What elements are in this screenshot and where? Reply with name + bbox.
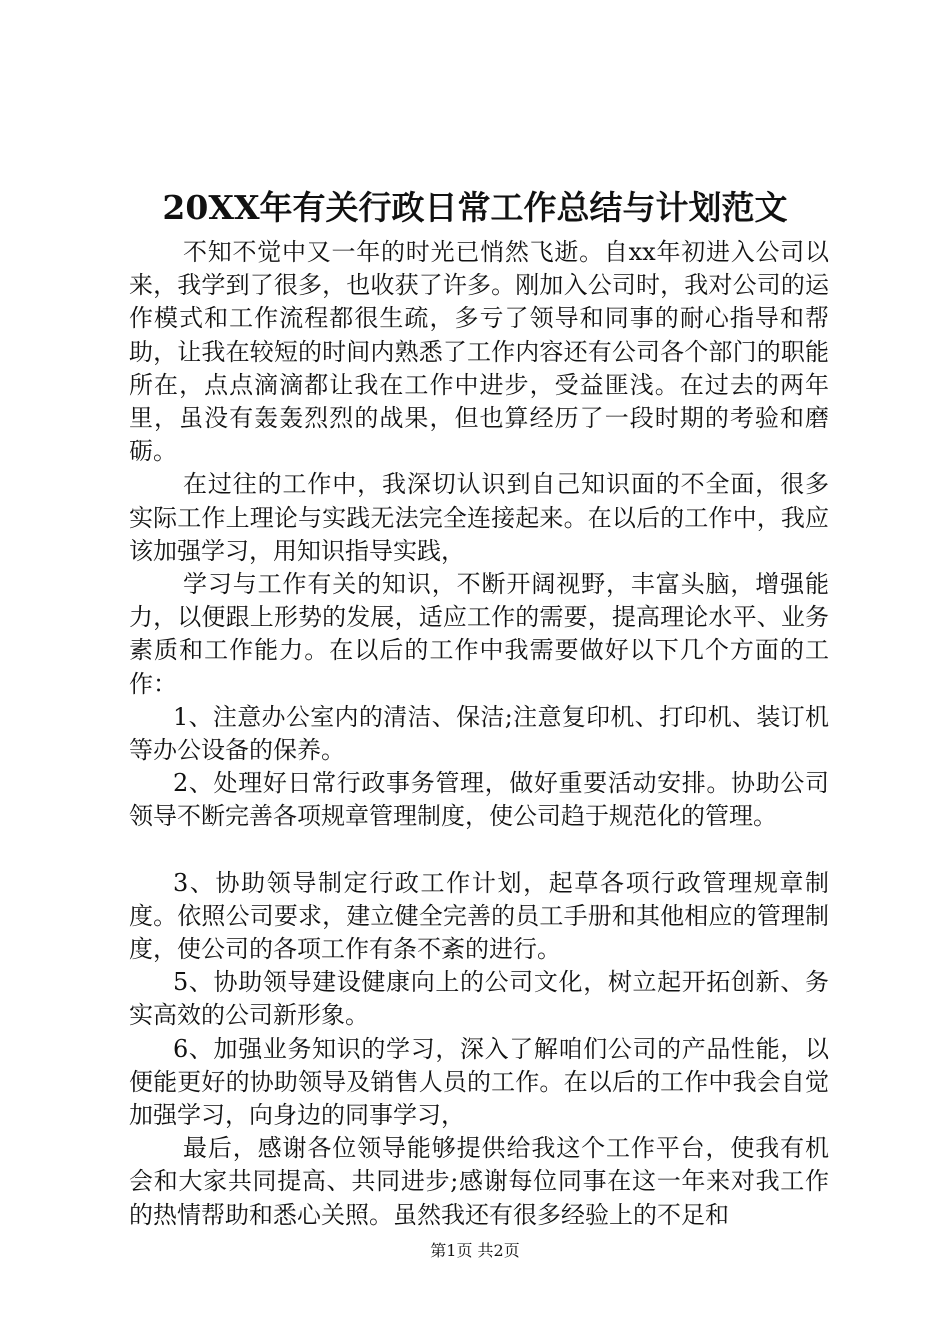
paragraph-spacer [129,834,829,867]
paragraph-item-5: 5、协助领导建设健康向上的公司文化，树立起开拓创新、务实高效的公司新形象。 [129,968,829,1030]
paragraph-item-1: 1、注意办公室内的清洁、保洁;注意复印机、打印机、装订机等办公设备的保养。 [129,702,829,765]
document-title: 20XX年有关行政日常工作总结与计划范文 [162,188,788,227]
paragraph-reflection: 在过往的工作中，我深切认识到自己知识面的不全面，很多实际工作上理论与实践无法完全连接起来。在以后的工作中，我应该加强学习，用知识指导实践， [129,470,829,565]
document-body [129,236,829,1232]
paragraph-item-6: 6、加强业务知识的学习，深入了解咱们公司的产品性能，以便能更好的协助领导及销售人员的工作。在以后的工作中我会自觉加强学习，向身边的同事学习， [129,1034,829,1130]
paragraph-item-3: 3、协助领导制定行政工作计划，起草各项行政管理规章制度。依照公司要求，建立健全完善的员工手册和其他相应的管理制度，使公司的各项工作有条不紊的进行。 [129,868,829,964]
paragraph-closing: 最后，感谢各位领导能够提供给我这个工作平台，使我有机会和大家共同提高、共同进步;感谢每位同事在这一年来对我工作的热情帮助和悉心关照。虽然我还有很多经验上的不足和 [129,1134,829,1229]
page-footer: 第1页 共2页 [430,1241,520,1260]
paragraph-intro: 不知不觉中又一年的时光已悄然飞逝。自xx年初进入公司以来，我学到了很多，也收获了许多。刚加入公司时，我对公司的运作模式和工作流程都很生疏，多亏了领导和同事的耐心指导和帮助，让我在较短的时间内熟悉了工作内容还有公司各个部门的职能所在，点点滴滴都让我在工作中进步，受益匪浅。在过去的两年里，虽没有轰轰烈烈的战果，但也算经历了一段时期的考验和磨砺。 [129,238,829,466]
paragraph-item-2: 2、处理好日常行政事务管理，做好重要活动安排。协助公司领导不断完善各项规章管理制度，使公司趋于规范化的管理。 [129,769,829,831]
paragraph-study: 学习与工作有关的知识，不断开阔视野，丰富头脑，增强能力，以便跟上形势的发展，适应工作的需要，提高理论水平、业务素质和工作能力。在以后的工作中我需要做好以下几个方面的工作： [129,570,829,698]
